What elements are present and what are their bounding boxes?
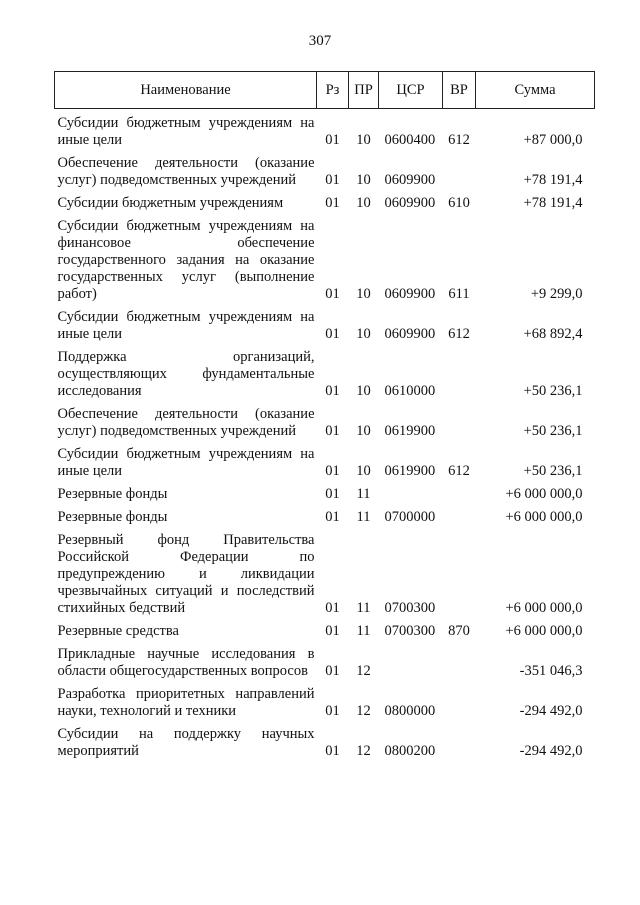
table-row — [55, 620, 595, 643]
cell-rz: 01 — [325, 509, 340, 525]
cell-vr: 870 — [448, 623, 470, 639]
cell-name: Субсидии бюджетным учреждениям — [57, 195, 284, 211]
table-row — [55, 643, 595, 683]
cell-rz: 01 — [325, 172, 340, 188]
cell-vr: 612 — [448, 463, 470, 479]
cell-sum: +78 191,4 — [523, 172, 583, 188]
cell-sum: -351 046,3 — [519, 663, 583, 679]
cell-rz: 01 — [325, 286, 340, 302]
cell-pr: 12 — [356, 663, 371, 679]
cell-rz: 01 — [325, 703, 340, 719]
cell-name: Субсидии бюджетным учреждениям на иные цели — [57, 446, 315, 479]
cell-vr: 612 — [448, 132, 470, 148]
cell-vr — [443, 152, 476, 192]
cell-name: Резервные фонды — [57, 509, 168, 525]
table-header — [55, 72, 595, 109]
cell-name: Субсидии бюджетным учреждениям на иные цели — [57, 115, 315, 148]
cell-vr — [443, 403, 476, 443]
cell-csr: 0700000 — [384, 509, 436, 525]
cell-pr: 10 — [356, 423, 371, 439]
cell-csr: 0610000 — [384, 383, 436, 399]
cell-sum: +6 000 000,0 — [505, 623, 583, 639]
cell-name: Субсидии бюджетным учреждениям на финансовое обеспечение государственного задания на оказание государственных услуг (выполнение работ) — [57, 218, 315, 302]
cell-name: Субсидии бюджетным учреждениям на иные цели — [57, 309, 315, 342]
cell-sum: +68 892,4 — [523, 326, 583, 342]
cell-pr: 11 — [356, 600, 371, 616]
cell-name: Резервные средства — [57, 623, 179, 639]
cell-sum: +50 236,1 — [523, 423, 583, 439]
table-row — [55, 683, 595, 723]
cell-pr: 10 — [356, 383, 371, 399]
header-pr: ПР — [349, 72, 379, 109]
cell-rz: 01 — [325, 195, 340, 211]
cell-pr: 12 — [356, 703, 371, 719]
cell-rz: 01 — [325, 743, 340, 759]
cell-csr: 0609900 — [384, 326, 436, 342]
header-sum: Сумма — [476, 72, 595, 109]
cell-pr: 10 — [356, 195, 371, 211]
table-row — [55, 215, 595, 306]
cell-name: Обеспечение деятельности (оказание услуг) подведомственных учреждений — [57, 155, 315, 188]
cell-name: Поддержка организаций, осуществляющих фундаментальные исследования — [57, 349, 315, 399]
cell-name: Обеспечение деятельности (оказание услуг) подведомственных учреждений — [57, 406, 315, 439]
table-body — [55, 109, 595, 764]
cell-sum: +6 000 000,0 — [505, 600, 583, 616]
cell-pr: 10 — [356, 132, 371, 148]
cell-sum: +6 000 000,0 — [505, 509, 583, 525]
cell-rz: 01 — [325, 383, 340, 399]
cell-csr: 0700300 — [384, 600, 436, 616]
header-vr: ВР — [443, 72, 476, 109]
cell-rz: 01 — [325, 600, 340, 616]
cell-csr: 0800200 — [384, 743, 436, 759]
cell-csr: 0609900 — [384, 172, 436, 188]
cell-name: Разработка приоритетных направлений науки, технологий и техники — [57, 686, 315, 719]
cell-name: Резервные фонды — [57, 486, 168, 502]
table-row — [55, 109, 595, 153]
cell-pr: 11 — [356, 509, 371, 525]
header-row — [55, 72, 595, 109]
table-row — [55, 306, 595, 346]
cell-rz: 01 — [325, 326, 340, 342]
table-row — [55, 529, 595, 620]
table-row — [55, 346, 595, 403]
cell-pr: 10 — [356, 326, 371, 342]
table-row — [55, 192, 595, 215]
cell-vr — [443, 483, 476, 506]
cell-csr: 0609900 — [384, 195, 436, 211]
cell-pr: 10 — [356, 172, 371, 188]
cell-rz: 01 — [325, 486, 340, 502]
cell-rz: 01 — [325, 132, 340, 148]
cell-rz: 01 — [325, 663, 340, 679]
table-row — [55, 723, 595, 763]
cell-sum: +50 236,1 — [523, 463, 583, 479]
table-row — [55, 483, 595, 506]
cell-sum: +9 299,0 — [530, 286, 583, 302]
cell-csr — [379, 483, 443, 506]
cell-sum: +87 000,0 — [523, 132, 583, 148]
header-name: Наименование — [55, 72, 317, 109]
cell-csr — [379, 643, 443, 683]
cell-sum: -294 492,0 — [519, 743, 583, 759]
cell-vr — [443, 506, 476, 529]
cell-pr: 11 — [356, 623, 371, 639]
table-row — [55, 152, 595, 192]
cell-name: Резервный фонд Правительства Российской Федерации по предупреждению и ликвидации чрезвычайных ситуаций и последствий стихийных бедствий — [57, 532, 315, 616]
cell-vr: 612 — [448, 326, 470, 342]
cell-rz: 01 — [325, 623, 340, 639]
cell-vr — [443, 723, 476, 763]
cell-rz: 01 — [325, 463, 340, 479]
cell-sum: +6 000 000,0 — [505, 486, 583, 502]
cell-vr — [443, 346, 476, 403]
cell-vr: 611 — [448, 286, 470, 302]
cell-csr: 0600400 — [384, 132, 436, 148]
cell-csr: 0619900 — [384, 463, 436, 479]
table-row — [55, 443, 595, 483]
cell-pr: 11 — [356, 486, 371, 502]
cell-pr: 10 — [356, 286, 371, 302]
table-row — [55, 403, 595, 443]
cell-csr: 0700300 — [384, 623, 436, 639]
cell-csr: 0619900 — [384, 423, 436, 439]
cell-vr — [443, 529, 476, 620]
cell-sum: +50 236,1 — [523, 383, 583, 399]
budget-table — [54, 71, 595, 763]
cell-csr: 0800000 — [384, 703, 436, 719]
cell-sum: +78 191,4 — [523, 195, 583, 211]
cell-name: Субсидии на поддержку научных мероприятий — [57, 726, 315, 759]
cell-pr: 12 — [356, 743, 371, 759]
table-row — [55, 506, 595, 529]
cell-vr: 610 — [448, 195, 470, 211]
cell-sum: -294 492,0 — [519, 703, 583, 719]
page-number: 307 — [308, 33, 332, 49]
cell-rz: 01 — [325, 423, 340, 439]
cell-name: Прикладные научные исследования в области общегосударственных вопросов — [57, 646, 315, 679]
header-rz: Рз — [317, 72, 349, 109]
cell-csr: 0609900 — [384, 286, 436, 302]
header-csr: ЦСР — [379, 72, 443, 109]
cell-pr: 10 — [356, 463, 371, 479]
cell-vr — [443, 643, 476, 683]
cell-vr — [443, 683, 476, 723]
